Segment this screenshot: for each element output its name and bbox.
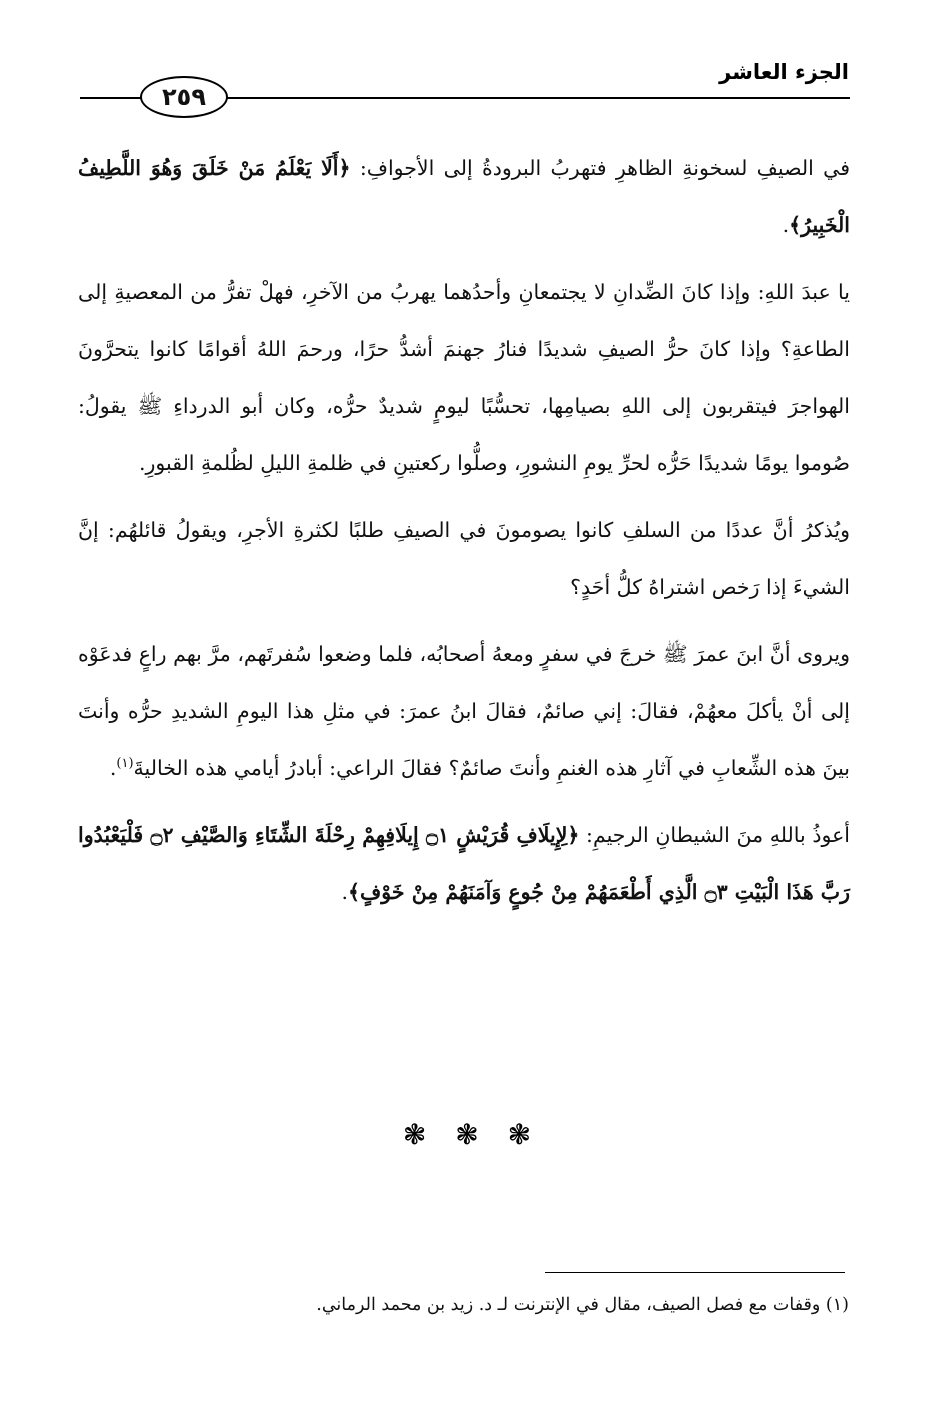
paragraph-1-text: في الصيفِ لسخونةِ الظاهرِ فتهربُ البرودةُ إلى الأجوافِ: [350, 156, 850, 180]
paragraph-4-end: . [109, 756, 117, 780]
running-title: الجزء العاشر [719, 60, 849, 84]
paragraph-1 [78, 140, 850, 254]
quran-verse: ﴿أَلَا يَعْلَمُ مَنْ خَلَقَ وَهُوَ اللَّطِيفُ الْخَبِيرُ﴾ [78, 156, 850, 237]
body-text [78, 140, 850, 931]
footnote-reference[interactable]: (١) [116, 756, 134, 772]
quran-surah-quraysh: ﴿لِإِيلَافِ قُرَيْشٍ ۝١ إِيلَافِهِمْ رِحْلَةَ الشِّتَاءِ وَالصَّيْفِ ۝٢ فَلْيَعْبُدُوا رَبَّ هَذَا الْبَيْتِ ۝٣ الَّذِي أَطْعَمَهُمْ مِنْ جُوعٍ وَآمَنَهُمْ مِنْ خَوْفٍ﴾ [78, 823, 850, 904]
page-number: ٢٥٩ [140, 76, 228, 118]
paragraph-5-text: أعوذُ باللهِ منَ الشيطانِ الرجيمِ: [579, 823, 851, 847]
footnote-rule [545, 1272, 845, 1273]
paragraph-4-text: ويروى أنَّ ابنَ عمرَ ﷺ خرجَ في سفرٍ ومعهُ أصحابُه، فلما وضعوا سُفرتَهم، مرَّ بهم راعٍ فدعَوْه إلى أنْ يأكلَ معهُمْ، فقالَ: إني صائمٌ، فقالَ ابنُ عمرَ: في مثلِ هذا اليومِ الشديدِ حرُّه وأنتَ بينَ هذه الشِّعابِ في آثارِ هذه الغنمِ وأنتَ صائمٌ؟ فقالَ الراعي: أبادرُ أيامي هذه الخاليةَ [78, 642, 850, 780]
section-ornament: ❃ ❃ ❃ [402, 1118, 542, 1151]
paragraph-3: ويُذكرُ أنَّ عددًا من السلفِ كانوا يصومونَ في الصيفِ طلبًا لكثرةِ الأجرِ، ويقولُ قائلهُم: إنَّ الشيءَ إذا رَخص اشتراهُ كلُّ أحَدٍ؟ [78, 518, 850, 599]
paragraph-1-end: . [782, 213, 790, 237]
paragraph-4 [78, 626, 850, 797]
paragraph-2: يا عبدَ اللهِ: وإذا كانَ الضِّدانِ لا يجتمعانِ وأحدُهما يهربُ من الآخرِ، فهلْ تفرُّ من المعصيةِ إلى الطاعةِ؟ وإذا كانَ حرُّ الصيفِ شديدًا فنارُ جهنمَ أشدُّ حرًا، ورحمَ اللهُ أقوامًا كانوا يتحرَّونَ الهواجرَ فيتقربون إلى اللهِ بصيامِها، تحسُّبًا ليومٍ شديدٌ حرُّه، وكان أبو الدرداءِ ﷺ يقولُ: صُوموا يومًا شديدًا حَرُّه لحرِّ يومِ النشورِ، وصلُّوا ركعتينِ في ظلمةِ الليلِ لظُلمةِ القبورِ. [78, 280, 850, 475]
paragraph-5-end: . [341, 880, 349, 904]
footnote: (١) وقفات مع فصل الصيف، مقال في الإنترنت لـ د. زيد بن محمد الرماني. [316, 1295, 849, 1315]
paragraph-5 [78, 807, 850, 921]
